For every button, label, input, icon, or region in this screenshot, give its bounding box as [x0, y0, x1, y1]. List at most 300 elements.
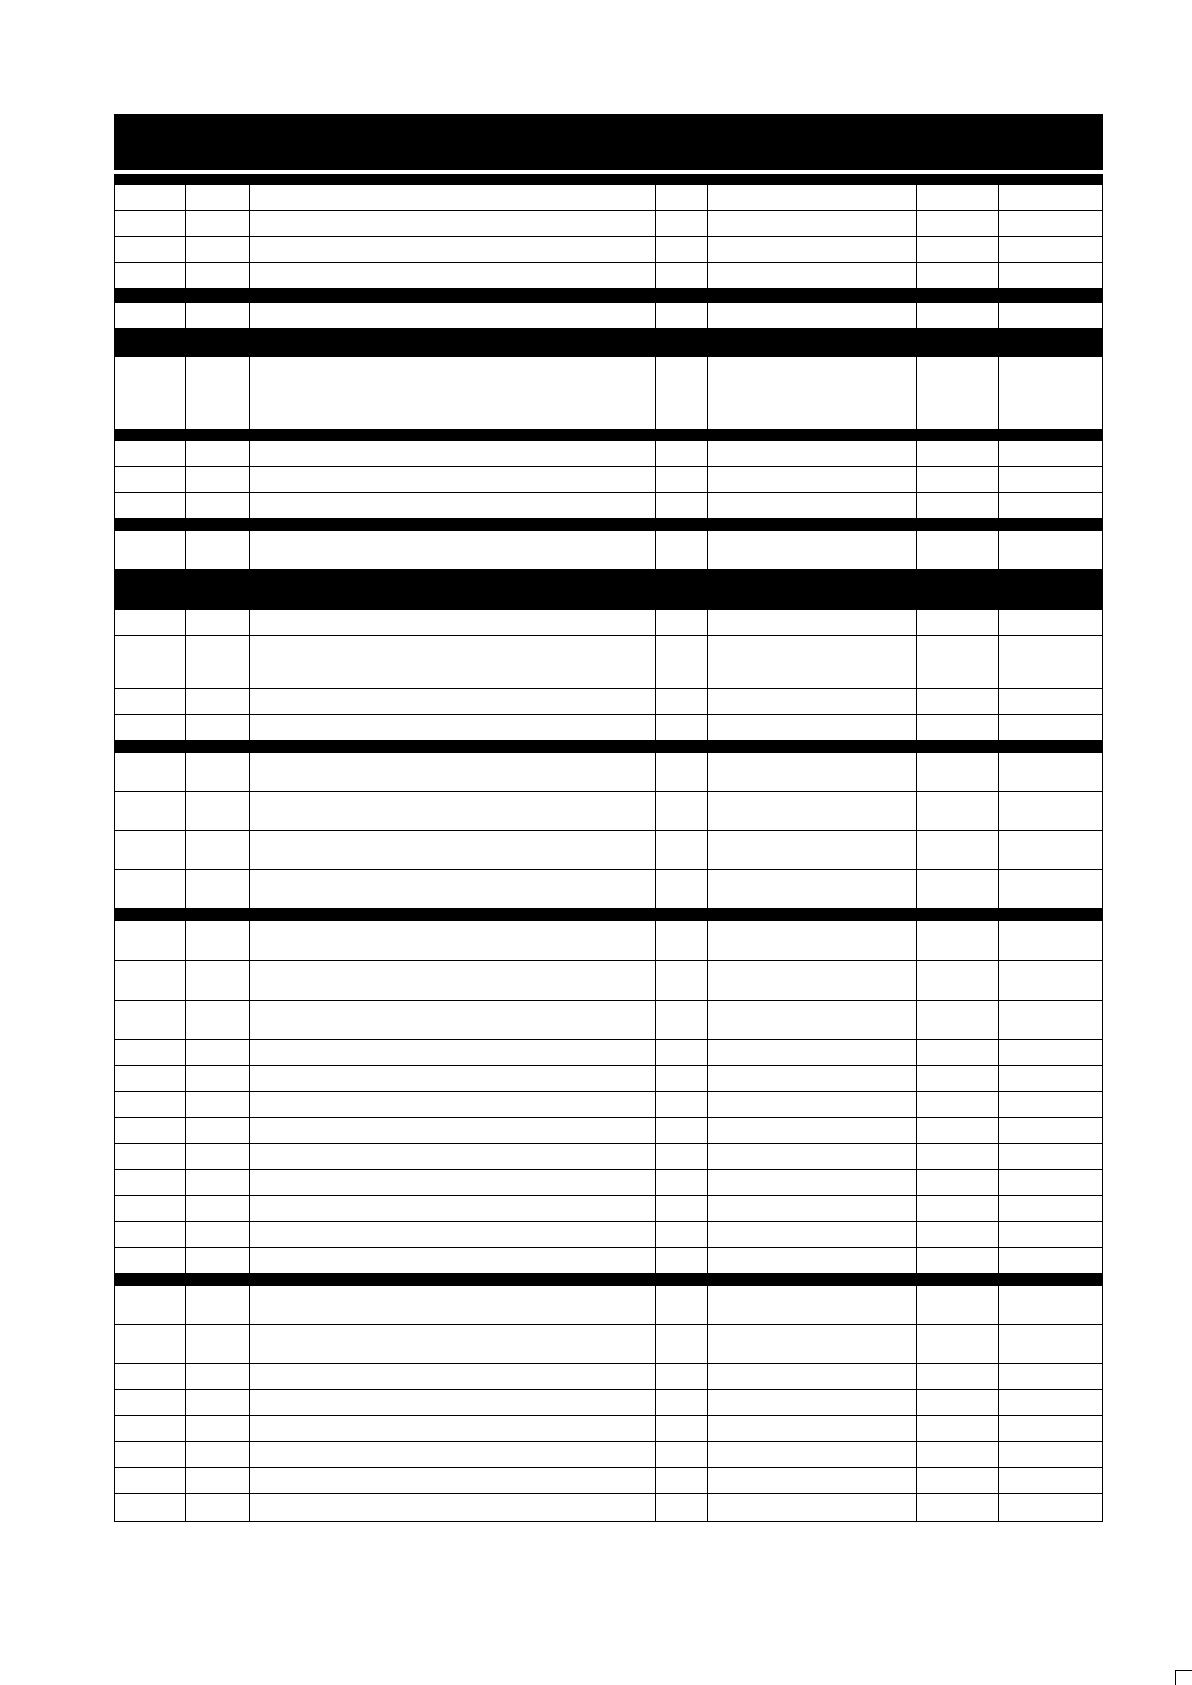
table-cell — [655, 357, 707, 429]
table-cell — [707, 263, 916, 288]
table-cell — [115, 1248, 185, 1273]
table-row — [115, 467, 1102, 493]
table-cell — [655, 303, 707, 328]
table-cell — [916, 636, 998, 688]
table-cell — [185, 1390, 249, 1415]
table-cell — [249, 1144, 655, 1169]
table-cell — [115, 961, 185, 1000]
table-cell — [916, 1390, 998, 1415]
table-cell — [185, 753, 249, 791]
table-cell — [249, 1442, 655, 1467]
table-cell — [115, 263, 185, 288]
table-row — [115, 792, 1102, 831]
table-cell — [185, 921, 249, 960]
table-cell — [707, 493, 916, 518]
table-row — [115, 636, 1102, 689]
table-cell — [998, 870, 1102, 908]
table-cell — [707, 185, 916, 210]
table-cell — [249, 1416, 655, 1441]
table-cell — [655, 1118, 707, 1143]
table-cell — [185, 1196, 249, 1221]
table-cell — [115, 303, 185, 328]
table-cell — [115, 1196, 185, 1221]
table-cell — [707, 1325, 916, 1363]
table-cell — [655, 689, 707, 714]
table-cell — [655, 792, 707, 830]
table-row — [115, 1196, 1102, 1222]
table-cell — [655, 237, 707, 262]
table-cell — [998, 636, 1102, 688]
table-cell — [655, 1092, 707, 1117]
table-row — [115, 753, 1102, 792]
table-cell — [916, 493, 998, 518]
table-cell — [249, 357, 655, 429]
table-cell — [185, 1040, 249, 1065]
table-row — [115, 1286, 1102, 1325]
table-cell — [185, 1248, 249, 1273]
table-cell — [655, 636, 707, 688]
table-cell — [655, 753, 707, 791]
table-cell — [249, 211, 655, 236]
table-cell — [115, 1325, 185, 1363]
table-cell — [998, 1066, 1102, 1091]
table-row — [115, 1468, 1102, 1494]
table-cell — [707, 1118, 916, 1143]
section-header — [115, 909, 1102, 921]
table-cell — [916, 237, 998, 262]
table-cell — [115, 1118, 185, 1143]
table-cell — [249, 185, 655, 210]
table-cell — [916, 303, 998, 328]
table-cell — [707, 237, 916, 262]
table-cell — [249, 715, 655, 740]
table-cell — [115, 357, 185, 429]
table-cell — [707, 1170, 916, 1195]
table-cell — [707, 303, 916, 328]
table-row — [115, 211, 1102, 237]
table-cell — [707, 1222, 916, 1247]
table-cell — [115, 1092, 185, 1117]
table-cell — [655, 1170, 707, 1195]
table-cell — [916, 792, 998, 830]
table-cell — [707, 1144, 916, 1169]
table-cell — [249, 1092, 655, 1117]
table-cell — [115, 636, 185, 688]
table-cell — [249, 237, 655, 262]
table-cell — [707, 1248, 916, 1273]
table-cell — [115, 610, 185, 635]
table-row — [115, 1442, 1102, 1468]
table-cell — [707, 1066, 916, 1091]
table-cell — [916, 1494, 998, 1521]
section-header — [115, 430, 1102, 441]
table-cell — [655, 610, 707, 635]
table-cell — [655, 831, 707, 869]
table-cell — [998, 1196, 1102, 1221]
table-cell — [916, 870, 998, 908]
table-cell — [249, 467, 655, 492]
table-cell — [249, 1170, 655, 1195]
table-row — [115, 1118, 1102, 1144]
table-cell — [655, 921, 707, 960]
table-cell — [115, 753, 185, 791]
table-cell — [998, 1170, 1102, 1195]
table-cell — [249, 831, 655, 869]
table-cell — [998, 357, 1102, 429]
table-cell — [249, 870, 655, 908]
table-cell — [185, 1286, 249, 1324]
table-cell — [655, 715, 707, 740]
table-row — [115, 961, 1102, 1001]
table-row — [115, 1248, 1102, 1274]
table-cell — [916, 1196, 998, 1221]
table-cell — [655, 493, 707, 518]
table-row — [115, 1390, 1102, 1416]
table-cell — [998, 1248, 1102, 1273]
table-row — [115, 715, 1102, 741]
table-cell — [707, 753, 916, 791]
table-cell — [707, 1001, 916, 1039]
table-cell — [998, 531, 1102, 569]
table-row — [115, 1222, 1102, 1248]
table-cell — [916, 1442, 998, 1467]
table-cell — [707, 961, 916, 1000]
table-cell — [998, 1040, 1102, 1065]
table-cell — [115, 1144, 185, 1169]
table-cell — [998, 1390, 1102, 1415]
table-cell — [998, 1468, 1102, 1493]
table-cell — [249, 1390, 655, 1415]
table-cell — [115, 1222, 185, 1247]
table-cell — [916, 441, 998, 466]
table-cell — [249, 1001, 655, 1039]
form-table — [114, 174, 1103, 1522]
page-corner-mark — [1175, 1670, 1192, 1685]
table-row — [115, 689, 1102, 715]
table-cell — [249, 1248, 655, 1273]
table-cell — [655, 961, 707, 1000]
table-cell — [249, 921, 655, 960]
table-cell — [115, 1416, 185, 1441]
table-cell — [249, 689, 655, 714]
section-header — [115, 1274, 1102, 1286]
table-cell — [655, 1325, 707, 1363]
table-cell — [115, 185, 185, 210]
table-cell — [998, 1222, 1102, 1247]
table-cell — [249, 1222, 655, 1247]
table-cell — [115, 493, 185, 518]
table-cell — [916, 753, 998, 791]
table-cell — [115, 1040, 185, 1065]
table-cell — [115, 715, 185, 740]
table-cell — [916, 715, 998, 740]
table-cell — [655, 1144, 707, 1169]
table-cell — [998, 1118, 1102, 1143]
table-cell — [115, 792, 185, 830]
table-cell — [707, 441, 916, 466]
table-row — [115, 921, 1102, 961]
table-cell — [115, 1286, 185, 1324]
table-cell — [707, 531, 916, 569]
table-row — [115, 610, 1102, 636]
table-row — [115, 303, 1102, 329]
table-cell — [185, 1416, 249, 1441]
document-title-bar — [114, 114, 1103, 170]
table-cell — [115, 1364, 185, 1389]
table-cell — [185, 1092, 249, 1117]
table-cell — [707, 1040, 916, 1065]
table-cell — [998, 493, 1102, 518]
table-cell — [998, 1325, 1102, 1363]
section-header — [115, 519, 1102, 531]
table-row — [115, 441, 1102, 467]
table-row — [115, 185, 1102, 211]
table-cell — [655, 1066, 707, 1091]
table-cell — [998, 753, 1102, 791]
table-cell — [249, 1196, 655, 1221]
table-cell — [655, 1286, 707, 1324]
table-cell — [115, 1001, 185, 1039]
table-cell — [707, 1286, 916, 1324]
table-cell — [249, 1468, 655, 1493]
table-cell — [249, 753, 655, 791]
table-cell — [655, 1364, 707, 1389]
table-cell — [185, 610, 249, 635]
table-row — [115, 1416, 1102, 1442]
table-cell — [998, 185, 1102, 210]
table-cell — [998, 1416, 1102, 1441]
table-cell — [185, 1468, 249, 1493]
table-cell — [115, 467, 185, 492]
table-cell — [655, 1196, 707, 1221]
table-row — [115, 1170, 1102, 1196]
table-cell — [185, 1001, 249, 1039]
table-cell — [655, 263, 707, 288]
table-cell — [707, 1196, 916, 1221]
table-cell — [185, 636, 249, 688]
table-cell — [916, 1066, 998, 1091]
table-cell — [655, 1416, 707, 1441]
table-cell — [115, 870, 185, 908]
table-cell — [916, 1286, 998, 1324]
table-cell — [655, 870, 707, 908]
table-cell — [655, 1494, 707, 1521]
table-cell — [916, 1325, 998, 1363]
table-cell — [249, 493, 655, 518]
table-cell — [707, 1494, 916, 1521]
table-cell — [998, 610, 1102, 635]
table-cell — [115, 831, 185, 869]
table-row — [115, 531, 1102, 570]
table-cell — [655, 1390, 707, 1415]
table-cell — [916, 1001, 998, 1039]
table-cell — [185, 1144, 249, 1169]
section-header — [115, 174, 1102, 185]
table-cell — [916, 1040, 998, 1065]
table-cell — [916, 357, 998, 429]
table-cell — [916, 185, 998, 210]
table-cell — [707, 636, 916, 688]
table-cell — [707, 921, 916, 960]
table-cell — [655, 211, 707, 236]
table-cell — [655, 1442, 707, 1467]
table-cell — [916, 831, 998, 869]
table-cell — [249, 1040, 655, 1065]
table-row — [115, 1040, 1102, 1066]
table-cell — [249, 303, 655, 328]
table-row — [115, 870, 1102, 909]
table-cell — [115, 531, 185, 569]
table-row — [115, 831, 1102, 870]
table-cell — [707, 689, 916, 714]
table-row — [115, 1066, 1102, 1092]
table-cell — [998, 921, 1102, 960]
table-cell — [249, 1364, 655, 1389]
table-cell — [185, 1325, 249, 1363]
table-row — [115, 1494, 1102, 1521]
table-cell — [707, 1364, 916, 1389]
table-cell — [249, 1325, 655, 1363]
table-cell — [655, 441, 707, 466]
table-cell — [185, 493, 249, 518]
table-cell — [185, 715, 249, 740]
table-cell — [916, 921, 998, 960]
table-cell — [998, 831, 1102, 869]
table-row — [115, 237, 1102, 263]
table-cell — [185, 303, 249, 328]
table-cell — [185, 1170, 249, 1195]
table-cell — [998, 792, 1102, 830]
table-cell — [998, 441, 1102, 466]
table-cell — [916, 1092, 998, 1117]
table-cell — [115, 441, 185, 466]
table-cell — [916, 689, 998, 714]
table-cell — [998, 1442, 1102, 1467]
table-cell — [249, 441, 655, 466]
table-cell — [115, 1442, 185, 1467]
table-cell — [655, 185, 707, 210]
section-header — [115, 570, 1102, 610]
table-cell — [115, 689, 185, 714]
table-cell — [249, 1494, 655, 1521]
table-cell — [249, 610, 655, 635]
table-cell — [185, 441, 249, 466]
table-cell — [998, 211, 1102, 236]
table-cell — [115, 1494, 185, 1521]
table-row — [115, 1001, 1102, 1040]
table-row — [115, 1325, 1102, 1364]
table-cell — [185, 792, 249, 830]
table-cell — [998, 689, 1102, 714]
table-cell — [185, 1066, 249, 1091]
table-cell — [185, 1364, 249, 1389]
table-cell — [115, 1066, 185, 1091]
table-cell — [916, 1144, 998, 1169]
table-cell — [655, 531, 707, 569]
table-cell — [916, 610, 998, 635]
table-cell — [115, 921, 185, 960]
table-cell — [249, 531, 655, 569]
table-row — [115, 357, 1102, 430]
table-cell — [916, 961, 998, 1000]
table-cell — [916, 1222, 998, 1247]
table-cell — [707, 1390, 916, 1415]
table-cell — [916, 1468, 998, 1493]
table-cell — [115, 1170, 185, 1195]
table-row — [115, 263, 1102, 289]
table-cell — [916, 1416, 998, 1441]
table-cell — [916, 531, 998, 569]
table-row — [115, 1144, 1102, 1170]
table-cell — [707, 467, 916, 492]
table-cell — [998, 1144, 1102, 1169]
table-cell — [998, 1092, 1102, 1117]
table-cell — [916, 1248, 998, 1273]
table-cell — [185, 1494, 249, 1521]
table-row — [115, 493, 1102, 519]
document-sheet — [114, 114, 1103, 1522]
section-header — [115, 289, 1102, 303]
table-cell — [185, 1222, 249, 1247]
table-cell — [998, 1001, 1102, 1039]
table-cell — [707, 870, 916, 908]
table-cell — [998, 1364, 1102, 1389]
table-cell — [707, 831, 916, 869]
table-cell — [655, 1040, 707, 1065]
table-cell — [707, 610, 916, 635]
table-cell — [185, 467, 249, 492]
table-cell — [998, 961, 1102, 1000]
table-cell — [115, 1390, 185, 1415]
table-cell — [655, 1001, 707, 1039]
table-cell — [655, 1222, 707, 1247]
table-cell — [998, 467, 1102, 492]
table-cell — [249, 1118, 655, 1143]
table-cell — [185, 831, 249, 869]
table-cell — [707, 1468, 916, 1493]
table-cell — [998, 1494, 1102, 1521]
table-row — [115, 1092, 1102, 1118]
table-cell — [185, 263, 249, 288]
table-cell — [249, 1286, 655, 1324]
table-cell — [998, 715, 1102, 740]
table-row — [115, 1364, 1102, 1390]
table-cell — [185, 1442, 249, 1467]
table-cell — [655, 1248, 707, 1273]
table-cell — [185, 211, 249, 236]
table-cell — [916, 467, 998, 492]
table-cell — [249, 792, 655, 830]
table-cell — [115, 237, 185, 262]
table-cell — [707, 715, 916, 740]
table-cell — [185, 1118, 249, 1143]
table-cell — [998, 1286, 1102, 1324]
table-cell — [916, 1118, 998, 1143]
table-cell — [707, 1092, 916, 1117]
table-cell — [707, 1442, 916, 1467]
table-cell — [916, 1170, 998, 1195]
table-cell — [249, 961, 655, 1000]
table-cell — [185, 357, 249, 429]
table-cell — [707, 792, 916, 830]
table-cell — [707, 1416, 916, 1441]
table-cell — [185, 689, 249, 714]
table-cell — [916, 263, 998, 288]
table-cell — [249, 636, 655, 688]
table-cell — [249, 1066, 655, 1091]
table-cell — [916, 1364, 998, 1389]
table-cell — [249, 263, 655, 288]
